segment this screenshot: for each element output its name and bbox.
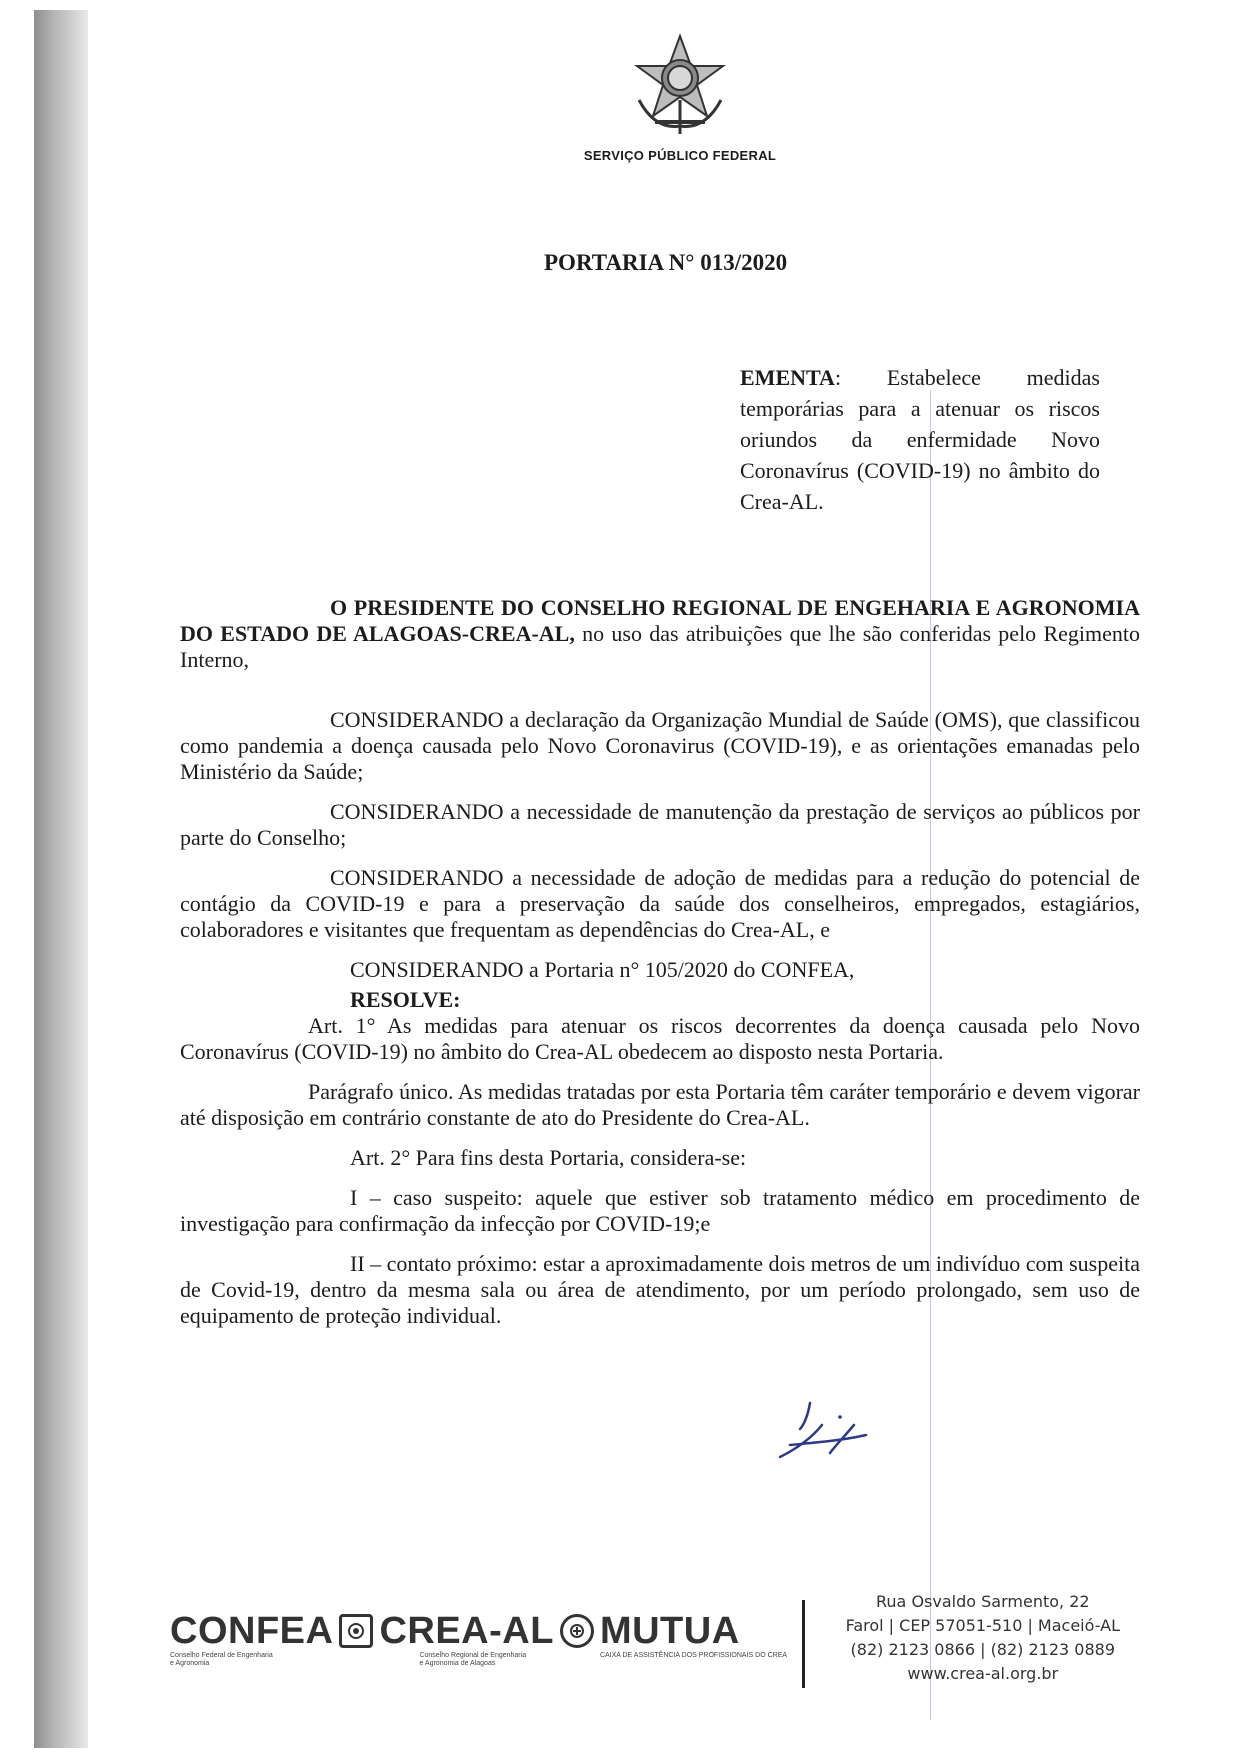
address-phones: (82) 2123 0866 | (82) 2123 0889 (850, 1640, 1116, 1659)
address-website[interactable]: www.crea-al.org.br (907, 1664, 1059, 1683)
ementa-label: EMENTA (740, 365, 835, 390)
considerando-1: CONSIDERANDO a declaração da Organização Mundial de Saúde (OMS), que classificou como pandemia a doença causada pelo Novo Coronavirus (COVID-19), e as orientações emanadas pelo Ministério da Saúde; (180, 707, 1140, 784)
considerando-4: CONSIDERANDO a Portaria n° 105/2020 do CONFEA, (350, 957, 855, 982)
crea-al-wordmark: CREA-AL (379, 1610, 554, 1652)
ementa-text: : Estabelece medidas temporárias para a atenuar os riscos oriundos da enfermidade Novo Coronavírus (COVID-19) no âmbito do Crea-AL. (740, 365, 1100, 514)
article-1: Art. 1° As medidas para atenuar os riscos decorrentes da doença causada pelo Novo Coronavírus (COVID-19) no âmbito do Crea-AL obedecem ao disposto nesta Portaria. (180, 1013, 1140, 1064)
intro-bold: O PRESIDENTE DO CONSELHO REGIONAL DE ENGEHARIA E AGRONOMIA DO ESTADO DE ALAGOAS-CREA-AL, (180, 595, 1140, 646)
intro-rest: no uso das atribuições que lhe são conferidas pelo Regimento Interno, (180, 621, 1140, 672)
considerando-2: CONSIDERANDO a necessidade de manutenção da prestação de serviços ao públicos por parte do Conselho; (180, 799, 1140, 850)
letterhead (540, 30, 820, 163)
confea-seal-icon (339, 1614, 373, 1648)
signature-initials (770, 1395, 890, 1475)
confea-subtitle: Conselho Federal de Engenharia e Agronomia (170, 1652, 273, 1667)
mutua-wordmark: MUTUA (599, 1610, 740, 1652)
footer-divider (802, 1600, 805, 1688)
confea-logo (170, 1612, 333, 1668)
paragrafo-unico: Parágrafo único. As medidas tratadas por esta Portaria têm caráter temporário e devem vigorar até disposição em contrário constante de ato do Presidente do Crea-AL. (180, 1079, 1140, 1130)
scan-edge-shadow (34, 10, 88, 1748)
address-street: Rua Osvaldo Sarmento, 22 (876, 1592, 1090, 1611)
article-2: Art. 2° Para fins desta Portaria, considera-se: (350, 1145, 747, 1170)
footer (170, 1590, 1150, 1700)
footer-logos (170, 1612, 787, 1668)
crea-al-logo (379, 1612, 553, 1668)
footer-address (846, 1590, 1120, 1686)
inciso-1: I – caso suspeito: aquele que estiver sob tratamento médico em procedimento de investigação para confirmação da infecção por COVID-19;e (180, 1185, 1140, 1236)
considerando-3: CONSIDERANDO a necessidade de adoção de medidas para a redução do potencial de contágio da COVID-19 e para a preservação da saúde dos conselheiros, empregados, estagiários, colaboradores e visitantes que frequentam as dependências do Crea-AL, e (180, 865, 1140, 942)
resolve-heading: RESOLVE: (350, 987, 461, 1012)
mutua-subtitle: CAIXA DE ASSISTÊNCIA DOS PROFISSIONAIS DO CREA (599, 1652, 788, 1659)
confea-wordmark: CONFEA (170, 1610, 334, 1652)
coat-of-arms-icon (625, 30, 735, 140)
crea-al-subtitle: Conselho Regional de Engenharia e Agronomia de Alagoas (419, 1652, 527, 1667)
document-body (180, 595, 1140, 1343)
mutua-seal-icon (560, 1614, 594, 1648)
ementa-block (740, 362, 1100, 517)
mutua-logo (600, 1612, 787, 1660)
federal-service-label: SERVIÇO PÚBLICO FEDERAL (583, 148, 777, 163)
inciso-2: II – contato próximo: estar a aproximadamente dois metros de um indivíduo com suspeita de Covid-19, dentro da mesma sala ou área de atendimento, por um período prolongado, sem uso de equipamento de proteção individual. (180, 1251, 1140, 1328)
address-city: Farol | CEP 57051-510 | Maceió-AL (845, 1616, 1120, 1635)
document-title: PORTARIA N° 013/2020 (544, 250, 788, 275)
intro-paragraph (180, 595, 1140, 673)
